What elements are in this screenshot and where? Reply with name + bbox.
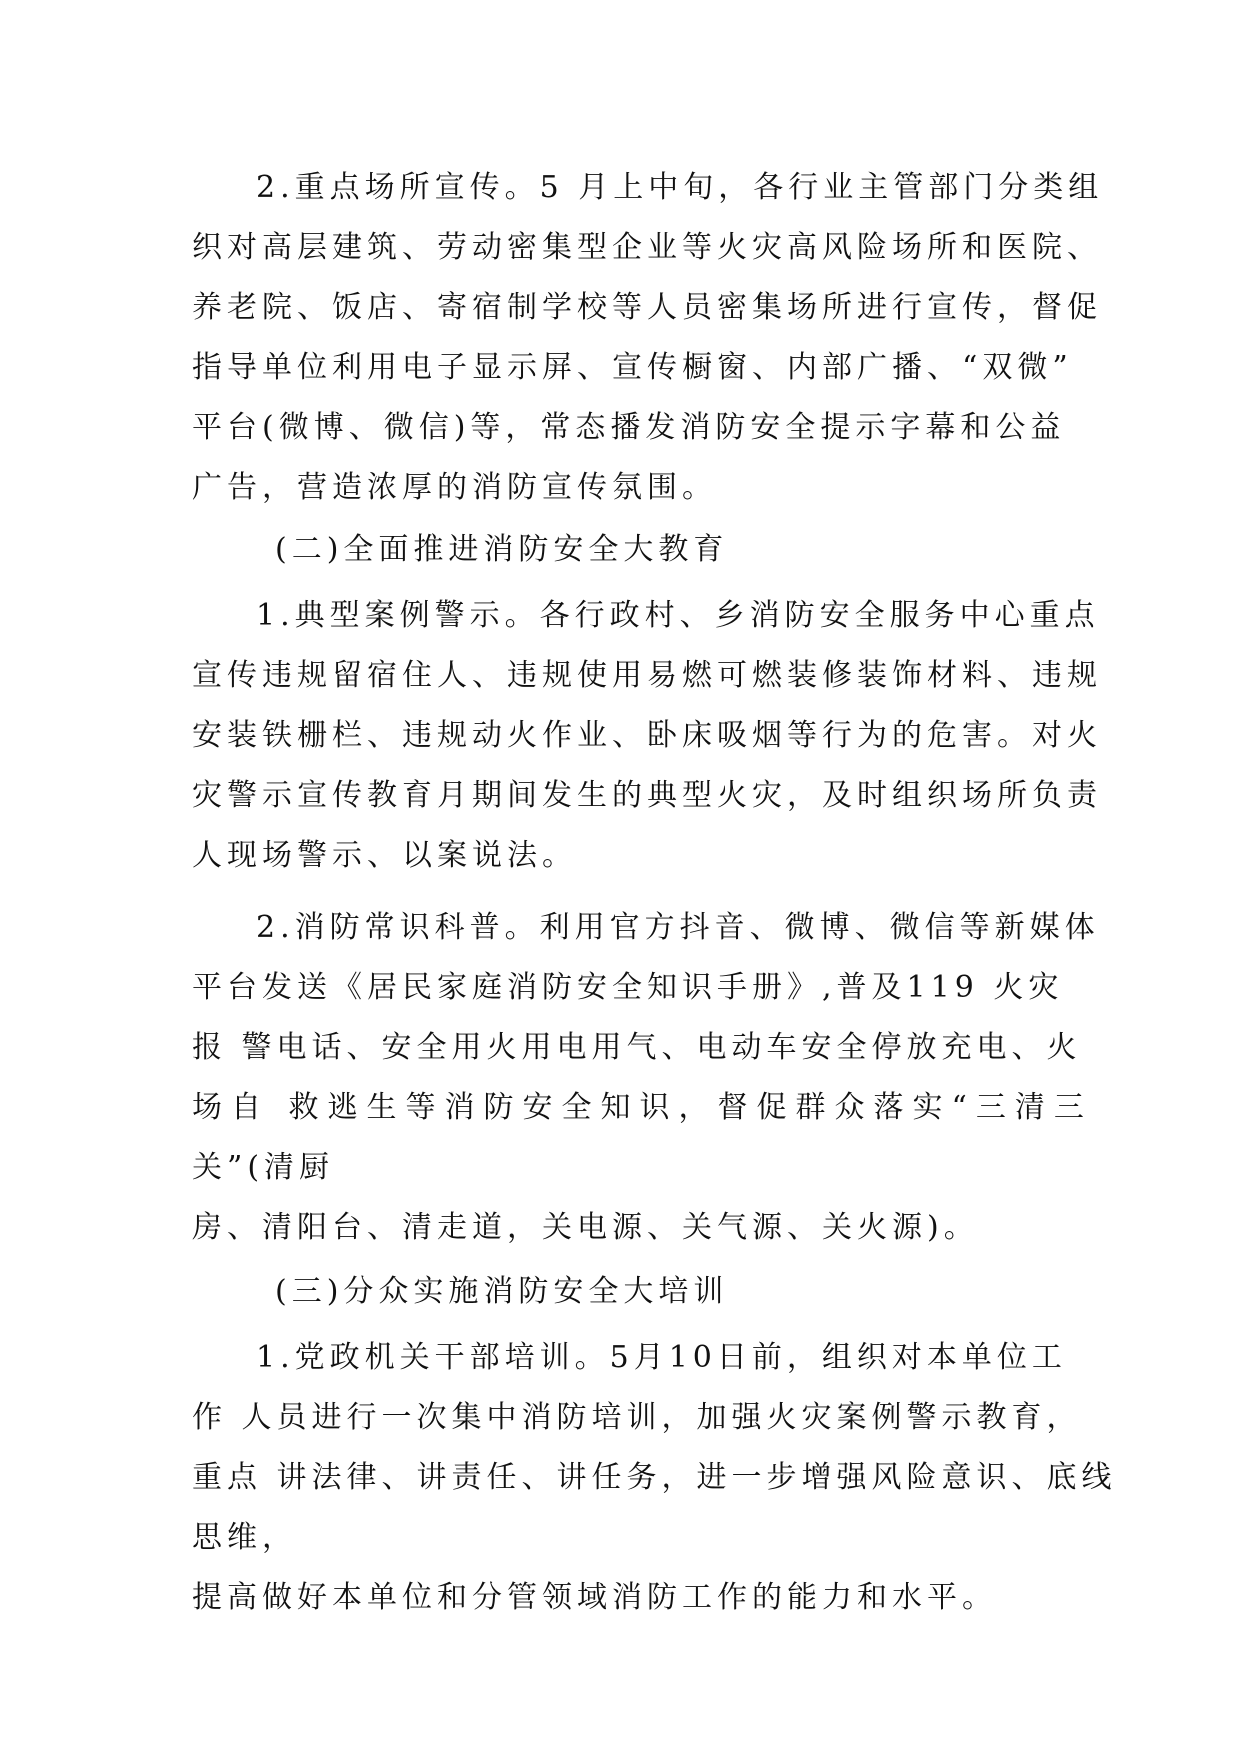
text-line: 织对高层建筑、劳动密集型企业等火灾高风险场所和医院、 — [192, 230, 1102, 265]
text-line: 作 人员进行一次集中消防培训，加强火灾案例警示教育， — [192, 1400, 1082, 1435]
text-line: 1.典型案例警示。各行政村、乡消防安全服务中心重点 — [256, 598, 1100, 633]
text-line: 指导单位利用电子显示屏、宣传橱窗、内部广播、“双微” — [192, 350, 1073, 385]
text-line: 关”(清厨 — [192, 1150, 335, 1185]
text-line: 场自 救逃生等消防安全知识，督促群众落实“三清三 — [192, 1090, 1093, 1125]
text-line: 人现场警示、以案说法。 — [192, 838, 577, 873]
text-line: 1.党政机关干部培训。5月10日前，组织对本单位工 — [256, 1340, 1067, 1375]
text-line: 思维， — [192, 1520, 297, 1555]
text-line: 报 警电话、安全用火用电用气、电动车安全停放充电、火 — [192, 1030, 1082, 1065]
text-line: 养老院、饭店、寄宿制学校等人员密集场所进行宣传，督促 — [192, 290, 1102, 325]
text-line: 2.重点场所宣传。5 月上中旬，各行业主管部门分类组 — [256, 170, 1104, 205]
text-line: 提高做好本单位和分管领域消防工作的能力和水平。 — [192, 1580, 997, 1615]
text-line: 平台发送《居民家庭消防安全知识手册》,普及119 火灾 — [192, 970, 1064, 1005]
text-line: 平台(微博、微信)等，常态播发消防安全提示字幕和公益 — [192, 410, 1066, 445]
text-line: 2.消防常识科普。利用官方抖音、微博、微信等新媒体 — [256, 910, 1100, 945]
text-line: 重点 讲法律、讲责任、讲任务，进一步增强风险意识、底线 — [192, 1460, 1117, 1495]
section-heading-education: (二)全面推进消防安全大教育 — [275, 532, 729, 567]
text-line: 安装铁栅栏、违规动火作业、卧床吸烟等行为的危害。对火 — [192, 718, 1102, 753]
section-heading-training: (三)分众实施消防安全大培训 — [275, 1274, 729, 1309]
text-line: 灾警示宣传教育月期间发生的典型火灾，及时组织场所负责 — [192, 778, 1102, 813]
text-line: 广告，营造浓厚的消防宣传氛围。 — [192, 470, 717, 505]
text-line: 房、清阳台、清走道，关电源、关气源、关火源)。 — [192, 1210, 979, 1245]
text-line: 宣传违规留宿住人、违规使用易燃可燃装修装饰材料、违规 — [192, 658, 1102, 693]
